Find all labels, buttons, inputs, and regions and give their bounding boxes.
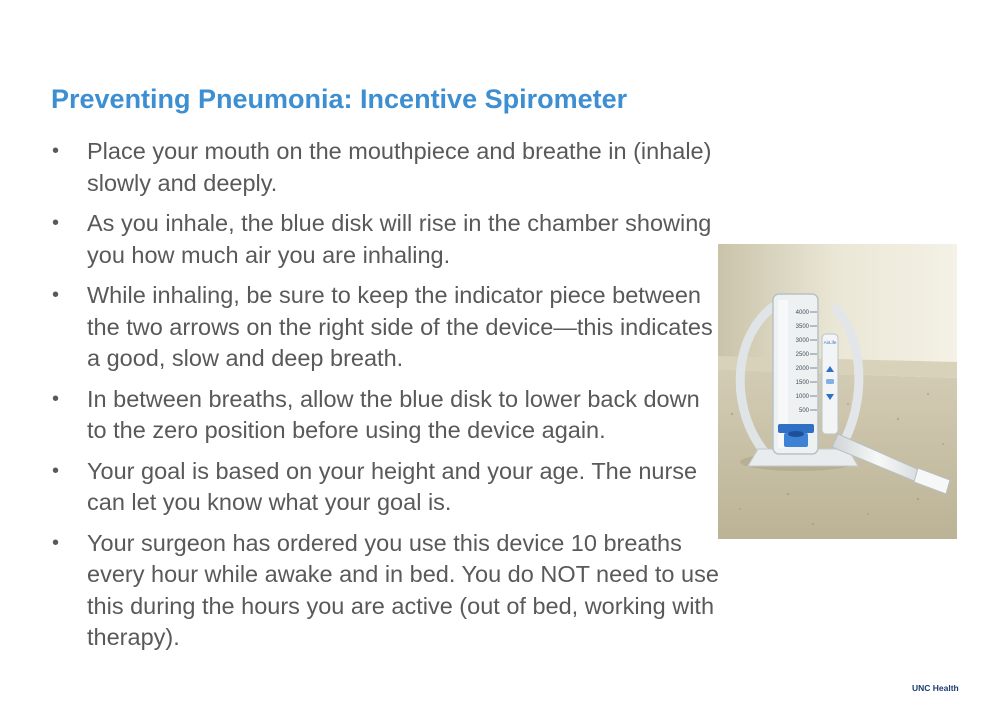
- bullet-text: In between breaths, allow the blue disk to lower back down to the zero position before using the device again.: [87, 385, 700, 443]
- scale-label: 3000: [795, 338, 809, 344]
- bullet-item: [52, 456, 722, 519]
- slide-title: Preventing Pneumonia: Incentive Spirometer: [51, 84, 628, 114]
- piston-cap: [788, 431, 804, 437]
- bullet-item: [52, 384, 722, 447]
- indicator-piece: [826, 379, 834, 384]
- bullet-text: Your surgeon has ordered you use this device 10 breaths every hour while awake and in bed. You do NOT need to use this during the hours you are active (out of bed, working with therapy).: [87, 529, 719, 650]
- bullet-item: [52, 136, 722, 199]
- scale-label: 1500: [795, 380, 809, 386]
- scale-label: 2500: [795, 352, 809, 358]
- bullet-marker: •: [52, 459, 60, 482]
- bullet-text: As you inhale, the blue disk will rise in the chamber showing you how much air you are inhaling.: [87, 210, 712, 268]
- bullet-marker: •: [52, 387, 60, 410]
- scale-label: 3500: [795, 324, 809, 330]
- bullet-list: [52, 136, 722, 663]
- bullet-text: While inhaling, be sure to keep the indicator piece between the two arrows on the right side of the device—this indicates a good, slow and deep breath.: [87, 282, 713, 371]
- unc-health-logo: UNC Health: [912, 683, 959, 693]
- scale-label: 1000: [795, 394, 809, 400]
- bullet-marker: •: [52, 140, 60, 162]
- bullet-marker: •: [52, 531, 60, 554]
- bullet-item: [52, 280, 722, 375]
- scale-label: 2000: [795, 366, 809, 372]
- scale-label: 4000: [795, 310, 809, 316]
- scale-label: 500: [798, 408, 809, 414]
- bullet-marker: •: [52, 212, 60, 234]
- incentive-spirometer-photo: [718, 244, 957, 539]
- bullet-item: [52, 208, 722, 271]
- bullet-item: [52, 528, 722, 654]
- brand-label: AirLife: [823, 340, 837, 345]
- bullet-marker: •: [52, 284, 60, 306]
- bullet-text: Your goal is based on your height and your age. The nurse can let you know what your goal is.: [87, 457, 698, 515]
- bullet-text: Place your mouth on the mouthpiece and breathe in (inhale) slowly and deeply.: [87, 138, 712, 196]
